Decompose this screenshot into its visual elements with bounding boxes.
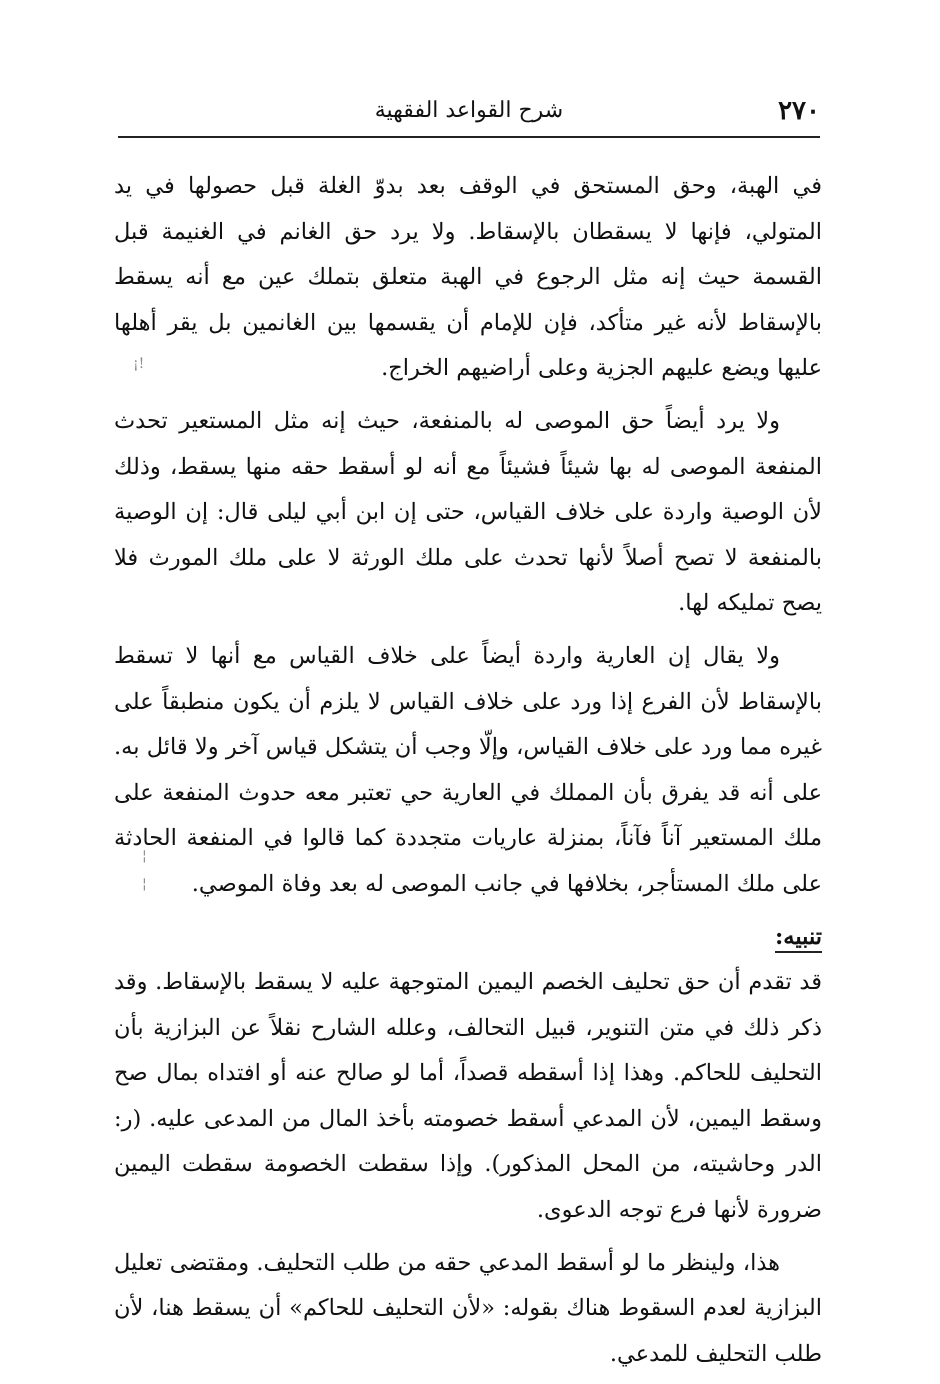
paragraph-2: ولا يرد أيضاً حق الموصى له بالمنفعة، حيث إنه مثل المستعير تحدث المنفعة الموصى له بها شيئاً فشيئاً مع أنه لو أسقط حقه منها يسقط، وذلك لأن الوصية واردة على خلاف القياس، حتى إن ابن أبي ليلى قال: إن الوصية بالمنفعة لا تصح أصلاً لأنها تحدث على ملك الورثة لا على ملك المورث فلا يصح تمليكه لها.	[114, 407, 822, 617]
margin-mark-icon: ¦	[142, 848, 147, 864]
note-paragraph-2: هذا، ولينظر ما لو أسقط المدعي حقه من طلب التحليف. ومقتضى تعليل البزازية لعدم السقوط هناك بقوله: «لأن التحليف للحاكم» أن يسقط هنا، لأن طلب التحليف للمدعي.	[114, 1249, 822, 1367]
page-body	[114, 164, 822, 1384]
page-header	[118, 96, 820, 138]
paragraph-1: في الهبة، وحق المستحق في الوقف بعد بدوّ الغلة قبل حصولها في يد المتولي، فإنها لا يسقطان بالإسقاط. ولا يرد حق الغانم في الغنيمة قبل القسمة حيث إنه مثل الرجوع في الهبة متعلق بتملك عين مع أنه يسقط بالإسقاط لأنه غير متأكد، فإن للإمام أن يقسمها بين الغانمين بل يقر أهلها عليها ويضع عليهم الجزية وعلى أراضيهم الخراج.	[114, 173, 822, 382]
margin-mark-icon: ¡!	[133, 356, 145, 372]
page-number: ٢٧٠	[778, 96, 820, 126]
margin-mark-icon: ¦	[142, 876, 147, 892]
note-paragraph-1: قد تقدم أن حق تحليف الخصم اليمين المتوجهة عليه لا يسقط بالإسقاط. وقد ذكر ذلك في متن التنوير، قبيل التحالف، وعلله الشارح نقلاً عن البزازية بأن التحليف للحاكم. وهذا إذا أسقطه قصداً، أما لو صالح عنه أو افتداه بمال صح وسقط اليمين، لأن المدعي أسقط خصومته بأخذ المال من المدعى عليه. (ر: الدر وحاشيته، من المحل المذكور). وإذا سقطت الخصومة سقطت اليمين ضرورة لأنها فرع توجه الدعوى.	[114, 969, 822, 1224]
note-section	[114, 915, 822, 1378]
note-heading: تنبيه:	[775, 923, 822, 953]
paragraph-3: ولا يقال إن العارية واردة أيضاً على خلاف القياس مع أنها لا تسقط بالإسقاط لأن الفرع إذا ورد على خلاف القياس لا يلزم أن يكون منطبقاً على غيره مما ورد على خلاف القياس، وإلّا وجب أن يتشكل قياس آخر ولا قائل به. على أنه قد يفرق بأن المملك في العارية حي تعتبر معه حدوث المنفعة على ملك المستعير آناً فآناً، بمنزلة عاريات متجددة كما قالوا في المنفعة الحادثة على ملك المستأجر، بخلافها في جانب الموصى له بعد وفاة الموصي.	[114, 642, 822, 897]
running-title: شرح القواعد الفقهية	[374, 98, 564, 123]
